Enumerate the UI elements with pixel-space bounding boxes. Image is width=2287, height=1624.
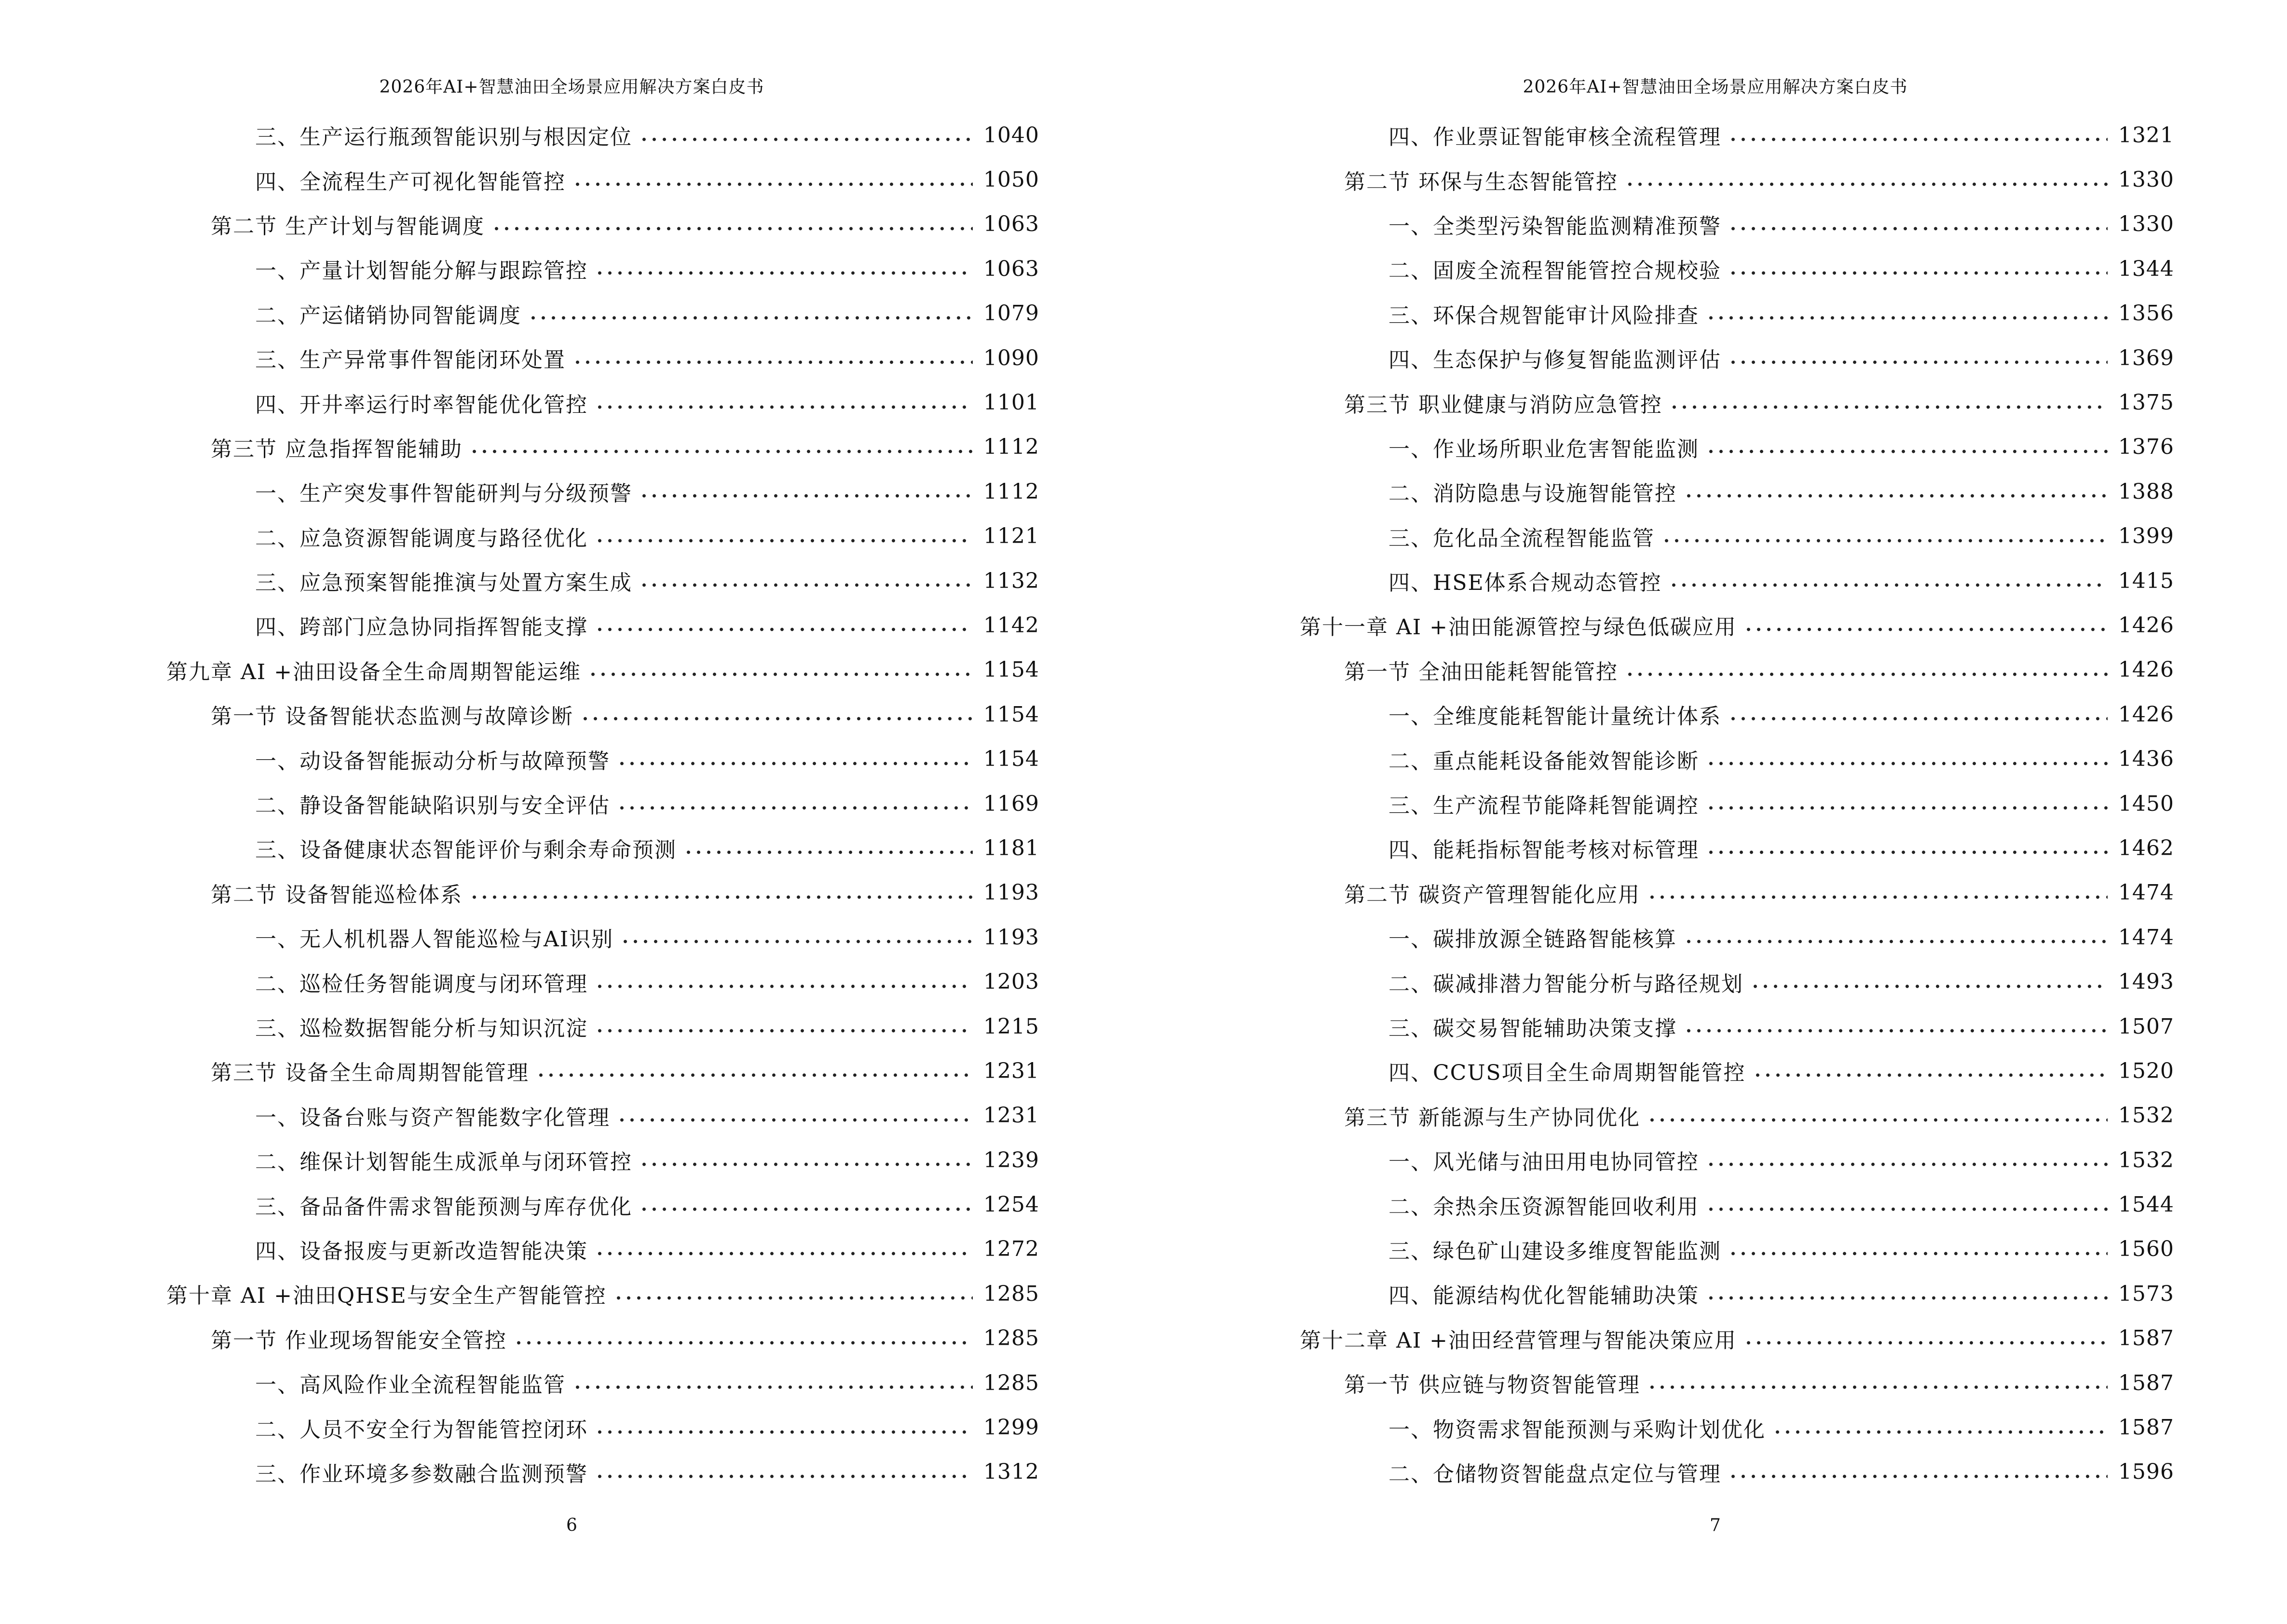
dot-leader xyxy=(617,761,973,766)
toc-entry-page-number: 1560 xyxy=(2118,1237,2174,1262)
toc-entry-title: 第三节 新能源与生产协同优化 xyxy=(1344,1105,1640,1130)
dot-leader xyxy=(617,805,973,810)
dot-leader xyxy=(1684,939,2108,944)
dot-leader xyxy=(1728,716,2108,721)
toc-entry-title: 二、应急资源智能调度与路径优化 xyxy=(255,526,588,551)
toc-entry-page-number: 1285 xyxy=(983,1281,1039,1306)
toc-entry-page-number: 1474 xyxy=(2118,880,2174,905)
dot-leader xyxy=(1728,137,2108,142)
toc-entry-title: 第十一章 AI +油田能源管控与绿色低碳应用 xyxy=(1300,615,1737,640)
toc-entry-page-number: 1450 xyxy=(2118,791,2174,816)
toc-subsection-entry[interactable] xyxy=(0,826,1039,870)
dot-leader xyxy=(1743,627,2108,632)
toc-entry-title: 四、能耗指标智能考核对标管理 xyxy=(1389,838,1699,863)
toc-subsection-entry[interactable] xyxy=(0,469,1039,514)
toc-entry-page-number: 1474 xyxy=(2118,925,2174,950)
toc-entry-page-number: 1587 xyxy=(2118,1326,2174,1351)
dot-leader xyxy=(620,939,973,944)
toc-entry-title: 一、生产突发事件智能研判与分级预警 xyxy=(255,481,632,506)
toc-entry-title: 二、静设备智能缺陷识别与安全评估 xyxy=(255,793,610,819)
dot-leader xyxy=(588,672,973,677)
dot-leader xyxy=(1669,583,2108,587)
dot-leader xyxy=(572,182,973,187)
dot-leader xyxy=(595,1474,973,1479)
toc-entry-title: 三、生产运行瓶颈智能识别与根因定位 xyxy=(255,125,632,150)
dot-leader xyxy=(1750,984,2108,989)
dot-leader xyxy=(639,137,973,142)
dot-leader xyxy=(595,627,973,632)
dot-leader xyxy=(595,405,973,409)
toc-entry-title: 四、作业票证智能审核全流程管理 xyxy=(1389,125,1721,150)
toc-entry-page-number: 1356 xyxy=(2118,301,2174,326)
toc-entry-page-number: 1142 xyxy=(983,613,1039,638)
toc-entry-title: 三、环保合规智能审计风险排查 xyxy=(1389,303,1699,328)
toc-entry-title: 三、危化品全流程智能监管 xyxy=(1389,526,1655,551)
dot-leader xyxy=(1743,1340,2108,1345)
toc-entry-title: 第十章 AI +油田QHSE与安全生产智能管控 xyxy=(166,1283,607,1309)
toc-entry-page-number: 1321 xyxy=(2118,123,2174,148)
toc-entry-page-number: 1299 xyxy=(983,1415,1039,1440)
toc-entry-page-number: 1181 xyxy=(983,835,1039,860)
dot-leader xyxy=(1669,405,2108,409)
dot-leader xyxy=(536,1073,973,1078)
toc-entry-page-number: 1090 xyxy=(983,345,1039,370)
toc-subsection-entry[interactable] xyxy=(0,246,1039,291)
toc-entry-title: 四、设备报废与更新改造智能决策 xyxy=(255,1239,588,1264)
toc-entry-title: 三、应急预案智能推演与处置方案生成 xyxy=(255,571,632,596)
toc-subsection-entry[interactable] xyxy=(1144,959,2174,1004)
dot-leader xyxy=(613,1296,973,1300)
toc-entry-title: 三、生产异常事件智能闭环处置 xyxy=(255,348,566,373)
dot-leader xyxy=(1661,538,2108,543)
toc-subsection-entry[interactable] xyxy=(1144,202,2174,246)
toc-entry-page-number: 1215 xyxy=(983,1014,1039,1039)
toc-entry-title: 第一节 设备智能状态监测与故障诊断 xyxy=(211,704,573,729)
toc-entry-title: 第三节 应急指挥智能辅助 xyxy=(211,437,463,462)
toc-entry-title: 二、重点能耗设备能效智能诊断 xyxy=(1389,749,1699,774)
toc-subsection-entry[interactable] xyxy=(0,959,1039,1004)
toc-entry-title: 第三节 设备全生命周期智能管理 xyxy=(211,1061,529,1086)
toc-subsection-entry[interactable] xyxy=(0,1361,1039,1405)
dot-leader xyxy=(1684,1028,2108,1033)
toc-entry-title: 一、风光储与油田用电协同管控 xyxy=(1389,1150,1699,1175)
toc-chapter-entry[interactable] xyxy=(1144,603,2174,647)
toc-entry-page-number: 1154 xyxy=(983,657,1039,682)
dot-leader xyxy=(1625,182,2108,187)
toc-section-entry[interactable] xyxy=(0,1049,1039,1093)
dot-leader xyxy=(1728,360,2108,365)
toc-subsection-entry[interactable] xyxy=(0,291,1039,336)
toc-entry-title: 二、余热余压资源智能回收利用 xyxy=(1389,1194,1699,1219)
dot-leader xyxy=(1706,805,2108,810)
toc-entry-page-number: 1154 xyxy=(983,702,1039,727)
dot-leader xyxy=(1647,895,2108,900)
toc-entry-page-number: 1231 xyxy=(983,1058,1039,1083)
toc-entry-title: 二、碳减排潜力智能分析与路径规划 xyxy=(1389,971,1743,996)
toc-entry-page-number: 1596 xyxy=(2118,1460,2174,1485)
toc-entry-page-number: 1050 xyxy=(983,167,1039,192)
dot-leader xyxy=(1728,1251,2108,1256)
toc-subsection-entry[interactable] xyxy=(0,781,1039,826)
toc-subsection-entry[interactable] xyxy=(1144,559,2174,603)
toc-entry-page-number: 1193 xyxy=(983,925,1039,950)
toc-subsection-entry[interactable] xyxy=(1144,1004,2174,1049)
toc-entry-page-number: 1388 xyxy=(2118,479,2174,504)
toc-entry-title: 二、产运储销协同智能调度 xyxy=(255,303,521,328)
toc-entry-title: 一、设备台账与资产智能数字化管理 xyxy=(255,1105,610,1130)
dot-leader xyxy=(1706,1162,2108,1167)
toc-entry-title: 第二节 生产计划与智能调度 xyxy=(211,214,485,239)
dot-leader xyxy=(1706,1296,2108,1300)
toc-entry-page-number: 1154 xyxy=(983,747,1039,772)
toc-entry-title: 四、跨部门应急协同指挥智能支撑 xyxy=(255,615,588,640)
toc-subsection-entry[interactable] xyxy=(1144,737,2174,781)
toc-entry-title: 二、消防隐患与设施智能管控 xyxy=(1389,481,1677,506)
toc-entry-page-number: 1203 xyxy=(983,969,1039,995)
toc-entry-page-number: 1532 xyxy=(2118,1103,2174,1128)
toc-section-entry[interactable] xyxy=(1144,157,2174,202)
toc-subsection-entry[interactable] xyxy=(0,1004,1039,1049)
dot-leader xyxy=(580,716,973,721)
toc-entry-page-number: 1426 xyxy=(2118,657,2174,682)
toc-subsection-entry[interactable] xyxy=(1144,291,2174,336)
toc-subsection-entry[interactable] xyxy=(1144,1405,2174,1449)
toc-subsection-entry[interactable] xyxy=(1144,336,2174,380)
toc-entry-page-number: 1231 xyxy=(983,1103,1039,1128)
toc-entry-page-number: 1493 xyxy=(2118,969,2174,995)
dot-leader xyxy=(1647,1118,2108,1122)
toc-subsection-entry[interactable] xyxy=(0,1450,1039,1494)
dot-leader xyxy=(617,1118,973,1122)
toc-entry-page-number: 1112 xyxy=(983,435,1039,460)
running-header: 2026年AI+智慧油田全场景应用解决方案白皮书 xyxy=(379,77,764,97)
toc-subsection-entry[interactable] xyxy=(1144,781,2174,826)
toc-entry-page-number: 1272 xyxy=(983,1237,1039,1262)
dot-leader xyxy=(1706,1207,2108,1212)
toc-entry-page-number: 1573 xyxy=(2118,1281,2174,1306)
toc-section-entry[interactable] xyxy=(1144,1093,2174,1138)
toc-subsection-entry[interactable] xyxy=(0,1227,1039,1271)
toc-entry-page-number: 1132 xyxy=(983,568,1039,593)
toc-entry-page-number: 1520 xyxy=(2118,1058,2174,1083)
dot-leader xyxy=(1647,1385,2108,1390)
dot-leader xyxy=(469,449,973,454)
toc-entry-title: 第一节 作业现场智能安全管控 xyxy=(211,1328,507,1353)
toc-section-entry[interactable] xyxy=(1144,1361,2174,1405)
toc-entry-title: 二、巡检任务智能调度与闭环管理 xyxy=(255,971,588,996)
toc-entry-title: 二、固废全流程智能管控合规校验 xyxy=(1389,259,1721,284)
toc-subsection-entry[interactable] xyxy=(1144,1227,2174,1271)
toc-subsection-entry[interactable] xyxy=(0,113,1039,157)
toc-entry-page-number: 1376 xyxy=(2118,435,2174,460)
toc-entry-page-number: 1121 xyxy=(983,524,1039,549)
toc-entry-title: 三、备品备件需求智能预测与库存优化 xyxy=(255,1194,632,1219)
toc-subsection-entry[interactable] xyxy=(0,1138,1039,1182)
toc-entry-title: 第二节 设备智能巡检体系 xyxy=(211,882,463,907)
toc-entry-title: 一、高风险作业全流程智能监管 xyxy=(255,1373,566,1398)
toc-entry-page-number: 1507 xyxy=(2118,1014,2174,1039)
toc-subsection-entry[interactable] xyxy=(1144,1138,2174,1182)
dot-leader xyxy=(572,360,973,365)
toc-entry-title: 四、开井率运行时率智能优化管控 xyxy=(255,392,588,417)
toc-entry-title: 三、设备健康状态智能评价与剩余寿命预测 xyxy=(255,838,677,863)
toc-entry-title: 一、产量计划智能分解与跟踪管控 xyxy=(255,259,588,284)
dot-leader xyxy=(572,1385,973,1390)
toc-entry-page-number: 1399 xyxy=(2118,524,2174,549)
toc-entry-page-number: 1193 xyxy=(983,880,1039,905)
toc-entry-page-number: 1254 xyxy=(983,1192,1039,1217)
toc-section-entry[interactable] xyxy=(0,692,1039,737)
toc-entry-page-number: 1587 xyxy=(2118,1370,2174,1395)
toc-subsection-entry[interactable] xyxy=(1144,915,2174,959)
toc-entry-page-number: 1330 xyxy=(2118,212,2174,237)
toc-entry-page-number: 1344 xyxy=(2118,256,2174,281)
toc-entry-title: 三、绿色矿山建设多维度智能监测 xyxy=(1389,1239,1721,1264)
toc-subsection-entry[interactable] xyxy=(1144,113,2174,157)
toc-entry-title: 一、无人机机器人智能巡检与AI识别 xyxy=(255,927,614,952)
dot-leader xyxy=(683,850,973,855)
toc-entry-title: 一、物资需求智能预测与采购计划优化 xyxy=(1389,1417,1766,1442)
dot-leader xyxy=(1706,850,2108,855)
dot-leader xyxy=(1706,315,2108,320)
dot-leader xyxy=(595,1251,973,1256)
toc-entry-page-number: 1312 xyxy=(983,1460,1039,1485)
toc-section-entry[interactable] xyxy=(0,871,1039,915)
toc-subsection-entry[interactable] xyxy=(0,737,1039,781)
page-number: 6 xyxy=(566,1515,577,1535)
dot-leader xyxy=(1728,1474,2108,1479)
dot-leader xyxy=(1625,672,2108,677)
toc-entry-title: 一、全维度能耗智能计量统计体系 xyxy=(1389,704,1721,729)
toc-entry-page-number: 1285 xyxy=(983,1326,1039,1351)
toc-subsection-entry[interactable] xyxy=(1144,692,2174,737)
dot-leader xyxy=(639,1207,973,1212)
toc-section-entry[interactable] xyxy=(1144,648,2174,692)
dot-leader xyxy=(1772,1430,2108,1434)
dot-leader xyxy=(639,493,973,498)
toc-chapter-entry[interactable] xyxy=(1144,1316,2174,1361)
right-page xyxy=(1144,0,2287,1624)
toc-entry-title: 四、CCUS项目全生命周期智能管控 xyxy=(1389,1061,1746,1086)
toc-entry-title: 三、生产流程节能降耗智能调控 xyxy=(1389,793,1699,819)
dot-leader xyxy=(469,895,973,900)
toc-chapter-entry[interactable] xyxy=(0,1271,1039,1316)
toc-subsection-entry[interactable] xyxy=(1144,826,2174,870)
toc-subsection-entry[interactable] xyxy=(0,514,1039,559)
toc-subsection-entry[interactable] xyxy=(0,603,1039,647)
dot-leader xyxy=(1753,1073,2108,1078)
toc-entry-page-number: 1079 xyxy=(983,301,1039,326)
toc-entry-title: 二、人员不安全行为智能管控闭环 xyxy=(255,1417,588,1442)
toc-entry-page-number: 1285 xyxy=(983,1370,1039,1395)
toc-subsection-entry[interactable] xyxy=(0,1182,1039,1227)
dot-leader xyxy=(595,984,973,989)
toc-entry-title: 四、能源结构优化智能辅助决策 xyxy=(1389,1283,1699,1309)
toc-entry-title: 第九章 AI +油田设备全生命周期智能运维 xyxy=(166,659,581,684)
toc-entry-page-number: 1426 xyxy=(2118,613,2174,638)
toc-entry-title: 三、碳交易智能辅助决策支撑 xyxy=(1389,1016,1677,1041)
toc-section-entry[interactable] xyxy=(0,425,1039,469)
toc-entry-title: 第十二章 AI +油田经营管理与智能决策应用 xyxy=(1300,1328,1737,1353)
toc-subsection-entry[interactable] xyxy=(1144,1049,2174,1093)
toc-entry-title: 一、碳排放源全链路智能核算 xyxy=(1389,927,1677,952)
running-header: 2026年AI+智慧油田全场景应用解决方案白皮书 xyxy=(1523,77,1908,97)
toc-entry-page-number: 1544 xyxy=(2118,1192,2174,1217)
dot-leader xyxy=(1728,271,2108,275)
toc-section-entry[interactable] xyxy=(0,202,1039,246)
toc-entry-title: 二、仓储物资智能盘点定位与管理 xyxy=(1389,1461,1721,1487)
toc-entry-title: 三、巡检数据智能分析与知识沉淀 xyxy=(255,1016,588,1041)
toc-entry-page-number: 1587 xyxy=(2118,1415,2174,1440)
dot-leader xyxy=(491,226,973,231)
toc-entry-title: 三、作业环境多参数融合监测预警 xyxy=(255,1461,588,1487)
toc-entry-page-number: 1112 xyxy=(983,479,1039,504)
toc-entry-title: 第一节 供应链与物资智能管理 xyxy=(1344,1373,1640,1398)
toc-entry-page-number: 1063 xyxy=(983,256,1039,281)
toc-entry-title: 第二节 碳资产管理智能化应用 xyxy=(1344,882,1640,907)
toc-subsection-entry[interactable] xyxy=(1144,469,2174,514)
toc-entry-title: 第一节 全油田能耗智能管控 xyxy=(1344,659,1618,684)
toc-entry-page-number: 1436 xyxy=(2118,747,2174,772)
toc-entry-title: 四、HSE体系合规动态管控 xyxy=(1389,571,1662,596)
toc-subsection-entry[interactable] xyxy=(0,380,1039,424)
toc-list xyxy=(1144,113,2174,1494)
dot-leader xyxy=(1728,226,2108,231)
dot-leader xyxy=(595,538,973,543)
toc-subsection-entry[interactable] xyxy=(1144,1182,2174,1227)
toc-entry-title: 四、生态保护与修复智能监测评估 xyxy=(1389,348,1721,373)
toc-subsection-entry[interactable] xyxy=(0,915,1039,959)
toc-subsection-entry[interactable] xyxy=(1144,514,2174,559)
toc-subsection-entry[interactable] xyxy=(0,336,1039,380)
toc-entry-page-number: 1063 xyxy=(983,212,1039,237)
dot-leader xyxy=(595,271,973,275)
toc-entry-page-number: 1426 xyxy=(2118,702,2174,727)
toc-entry-page-number: 1040 xyxy=(983,123,1039,148)
page-number: 7 xyxy=(1710,1515,1721,1535)
toc-entry-page-number: 1239 xyxy=(983,1147,1039,1173)
toc-subsection-entry[interactable] xyxy=(1144,246,2174,291)
toc-entry-page-number: 1369 xyxy=(2118,345,2174,370)
toc-subsection-entry[interactable] xyxy=(0,1405,1039,1449)
toc-entry-page-number: 1330 xyxy=(2118,167,2174,192)
toc-entry-page-number: 1375 xyxy=(2118,390,2174,415)
toc-entry-title: 一、全类型污染智能监测精准预警 xyxy=(1389,214,1721,239)
dot-leader xyxy=(528,315,973,320)
toc-subsection-entry[interactable] xyxy=(1144,425,2174,469)
toc-subsection-entry[interactable] xyxy=(0,1093,1039,1138)
toc-entry-page-number: 1532 xyxy=(2118,1147,2174,1173)
toc-entry-title: 四、全流程生产可视化智能管控 xyxy=(255,169,566,194)
toc-entry-page-number: 1415 xyxy=(2118,568,2174,593)
toc-subsection-entry[interactable] xyxy=(0,559,1039,603)
toc-list xyxy=(0,113,1039,1494)
toc-entry-title: 第二节 环保与生态智能管控 xyxy=(1344,169,1618,194)
toc-section-entry[interactable] xyxy=(0,1316,1039,1361)
toc-chapter-entry[interactable] xyxy=(0,648,1039,692)
dot-leader xyxy=(639,583,973,587)
toc-subsection-entry[interactable] xyxy=(1144,1450,2174,1494)
dot-leader xyxy=(1706,449,2108,454)
toc-entry-title: 一、作业场所职业危害智能监测 xyxy=(1389,437,1699,462)
toc-entry-title: 第三节 职业健康与消防应急管控 xyxy=(1344,392,1662,417)
dot-leader xyxy=(1706,761,2108,766)
toc-entry-title: 一、动设备智能振动分析与故障预警 xyxy=(255,749,610,774)
toc-entry-title: 二、维保计划智能生成派单与闭环管控 xyxy=(255,1150,632,1175)
toc-entry-page-number: 1462 xyxy=(2118,835,2174,860)
toc-subsection-entry[interactable] xyxy=(0,157,1039,202)
toc-section-entry[interactable] xyxy=(1144,380,2174,424)
toc-section-entry[interactable] xyxy=(1144,871,2174,915)
toc-entry-page-number: 1101 xyxy=(983,390,1039,415)
dot-leader xyxy=(595,1430,973,1434)
toc-entry-page-number: 1169 xyxy=(983,791,1039,816)
dot-leader xyxy=(514,1340,973,1345)
dot-leader xyxy=(639,1162,973,1167)
toc-subsection-entry[interactable] xyxy=(1144,1271,2174,1316)
dot-leader xyxy=(1684,493,2108,498)
dot-leader xyxy=(595,1028,973,1033)
